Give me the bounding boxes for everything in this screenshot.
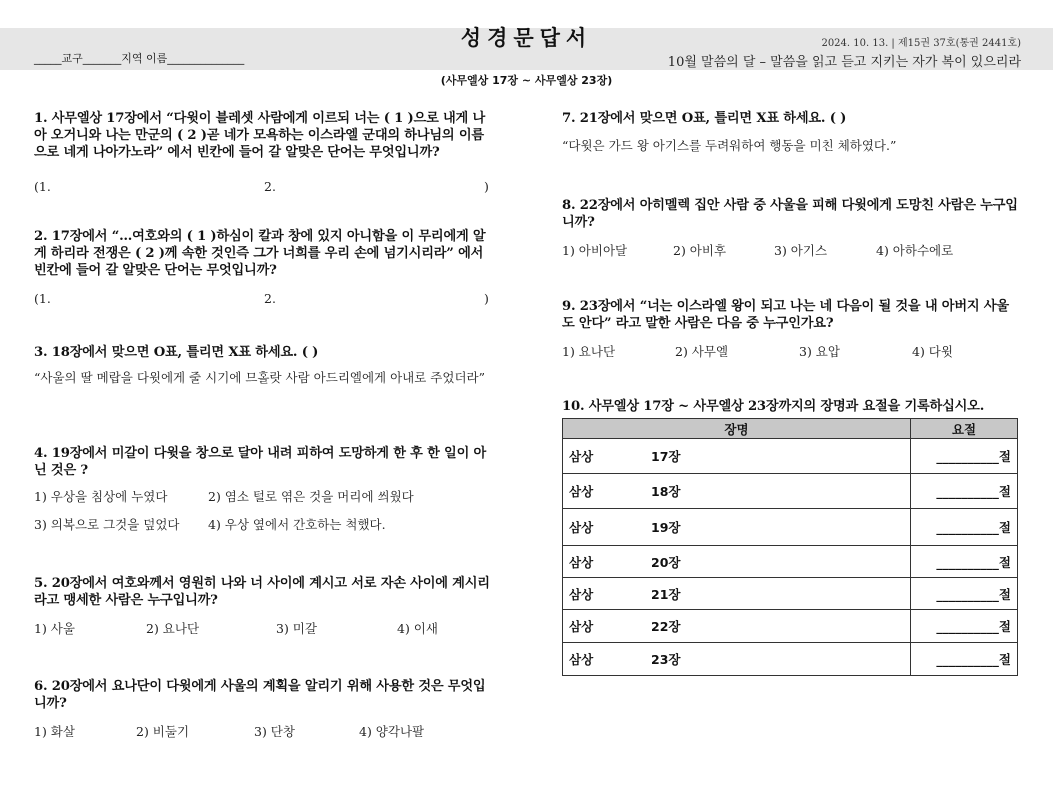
verse-fill-cell[interactable]: __________절 <box>911 546 1018 578</box>
monthly-motto: 10월 말씀의 달 – 말씀을 읽고 듣고 지키는 자가 복이 있으리라 <box>667 55 1021 70</box>
question-text: 1. 사무엘상 17장에서 “다윗이 블레셋 사람에게 이르되 너는 ( 1 )으로 내게 나아 오거니와 나는 만군의 ( 2 )곧 네가 모욕하는 이스라엘 군대의 하나님의 이름으로 네게 나아가노라” 에서 빈칸에 들어 갈 알맞은 단어는 무엇입니까? <box>34 111 486 160</box>
table-row <box>563 509 1018 546</box>
option[interactable]: 1) 화살 <box>34 724 75 739</box>
chapter-cell: 22장 <box>645 610 911 643</box>
option[interactable]: 2) 염소 털로 엮은 것을 머리에 씌웠다 <box>208 489 414 504</box>
verse-fill-cell[interactable]: __________절 <box>911 509 1018 546</box>
question-1 <box>34 110 492 197</box>
option[interactable]: 4) 양각나팔 <box>359 724 425 739</box>
option-row <box>34 722 492 740</box>
option[interactable]: 4) 다윗 <box>912 344 953 359</box>
table-header-row <box>563 419 1018 439</box>
question-5 <box>34 575 492 637</box>
chapter-verse-table <box>562 418 1018 676</box>
question-text: 6. 20장에서 요나단이 다윗에게 사울의 계획을 알리기 위해 사용한 것은 무엇입니까? <box>34 679 486 711</box>
book-cell: 삼상 <box>563 439 646 474</box>
column-header-chapter: 장명 <box>563 419 911 439</box>
option[interactable]: 1) 아비아달 <box>562 243 628 258</box>
question-text: 5. 20장에서 여호와께서 영원히 나와 너 사이에 계시고 서로 자손 사이에 계시리라고 맹세한 사람은 누구입니까? <box>34 576 490 608</box>
question-3 <box>34 344 492 387</box>
book-cell: 삼상 <box>563 509 646 546</box>
option[interactable]: 4) 이새 <box>397 621 438 636</box>
question-7 <box>562 110 1020 155</box>
option[interactable]: 3) 단창 <box>254 724 295 739</box>
chapter-cell: 23장 <box>645 643 911 676</box>
question-4 <box>34 445 492 533</box>
option[interactable]: 3) 아기스 <box>774 243 828 258</box>
question-8 <box>562 197 1020 259</box>
question-6 <box>34 678 492 740</box>
verse-fill-cell[interactable]: __________절 <box>911 643 1018 676</box>
verse-fill-cell[interactable]: __________절 <box>911 610 1018 643</box>
table-row <box>563 546 1018 578</box>
option-row <box>34 515 492 533</box>
issue-info: 2024. 10. 13. | 제15권 37호(통권 2441호) <box>821 38 1021 49</box>
book-cell: 삼상 <box>563 610 646 643</box>
table-row <box>563 610 1018 643</box>
option[interactable]: 3) 미갈 <box>276 621 317 636</box>
option[interactable]: 1) 사울 <box>34 621 75 636</box>
option[interactable]: 2) 요나단 <box>146 621 200 636</box>
scope-subtitle: (사무엘상 17장 ~ 사무엘상 23장) <box>440 74 613 87</box>
question-text: 8. 22장에서 아히멜렉 집안 사람 중 사울을 피해 다윗에게 도망친 사람은 누구입니까? <box>562 198 1018 230</box>
chapter-cell: 20장 <box>645 546 911 578</box>
book-cell: 삼상 <box>563 578 646 610</box>
option[interactable]: 2) 아비후 <box>673 243 727 258</box>
option[interactable]: 1) 우상을 침상에 누였다 <box>34 489 168 504</box>
option[interactable]: 4) 우상 옆에서 간호하는 척했다. <box>208 517 386 532</box>
question-10 <box>562 398 1020 415</box>
book-cell: 삼상 <box>563 546 646 578</box>
question-2 <box>34 228 492 309</box>
question-text: 7. 21장에서 맞으면 O표, 틀리면 X표 하세요. ( ) <box>562 111 847 126</box>
answer-blanks[interactable]: (1. 2. ) <box>34 179 489 194</box>
book-cell: 삼상 <box>563 643 646 676</box>
option-row <box>34 619 492 637</box>
table-row <box>563 643 1018 676</box>
table-row <box>563 578 1018 610</box>
verse-fill-cell[interactable]: __________절 <box>911 439 1018 474</box>
column-header-verse: 요절 <box>911 419 1018 439</box>
question-text: 3. 18장에서 맞으면 O표, 틀리면 X표 하세요. ( ) <box>34 345 319 360</box>
question-statement: “사울의 딸 메랍을 다윗에게 줄 시기에 므홀랏 사람 아드리엘에게 아내로 주었더라” <box>34 370 485 385</box>
table-row <box>563 474 1018 509</box>
option[interactable]: 2) 비둘기 <box>136 724 190 739</box>
chapter-cell: 17장 <box>645 439 911 474</box>
option[interactable]: 1) 요나단 <box>562 344 616 359</box>
book-cell: 삼상 <box>563 474 646 509</box>
option-row <box>34 487 492 505</box>
verse-fill-cell[interactable]: __________절 <box>911 578 1018 610</box>
question-statement: “다윗은 가드 왕 아기스를 두려워하여 행동을 미친 체하였다.” <box>562 138 897 153</box>
chapter-cell: 18장 <box>645 474 911 509</box>
option[interactable]: 2) 사무엘 <box>675 344 729 359</box>
question-9 <box>562 298 1020 360</box>
option[interactable]: 3) 요압 <box>799 344 840 359</box>
option-row <box>562 241 1020 259</box>
chapter-cell: 21장 <box>645 578 911 610</box>
question-text: 2. 17장에서 “…여호와의 ( 1 )하심이 칼과 창에 있지 아니함을 이 무리에게 알게 하리라 전쟁은 ( 2 )께 속한 것인즉 그가 너희를 우리 손에 넘기시리라” 에서 빈칸에 들어 갈 알맞은 단어는 무엇입니까? <box>34 229 486 278</box>
option[interactable]: 4) 아하수에로 <box>876 243 954 258</box>
option[interactable]: 3) 의복으로 그것을 덮었다 <box>34 517 180 532</box>
chapter-cell: 19장 <box>645 509 911 546</box>
verse-fill-cell[interactable]: __________절 <box>911 474 1018 509</box>
question-text: 10. 사무엘상 17장 ~ 사무엘상 23장까지의 장명과 요절을 기록하십시오. <box>562 399 985 414</box>
name-fill-line[interactable]: _____교구_______지역 이름______________ <box>34 52 245 65</box>
question-text: 9. 23장에서 “너는 이스라엘 왕이 되고 나는 네 다음이 될 것을 내 아버지 사울도 안다” 라고 말한 사람은 다음 중 누구인가요? <box>562 299 1009 331</box>
option-row <box>562 342 1020 360</box>
answer-blanks[interactable]: (1. 2. ) <box>34 291 489 306</box>
page-title: 성경문답서 <box>460 26 593 50</box>
question-text: 4. 19장에서 미갈이 다윗을 창으로 달아 내려 피하여 도망하게 한 후 한 일이 아닌 것은 ? <box>34 446 487 478</box>
table-row <box>563 439 1018 474</box>
